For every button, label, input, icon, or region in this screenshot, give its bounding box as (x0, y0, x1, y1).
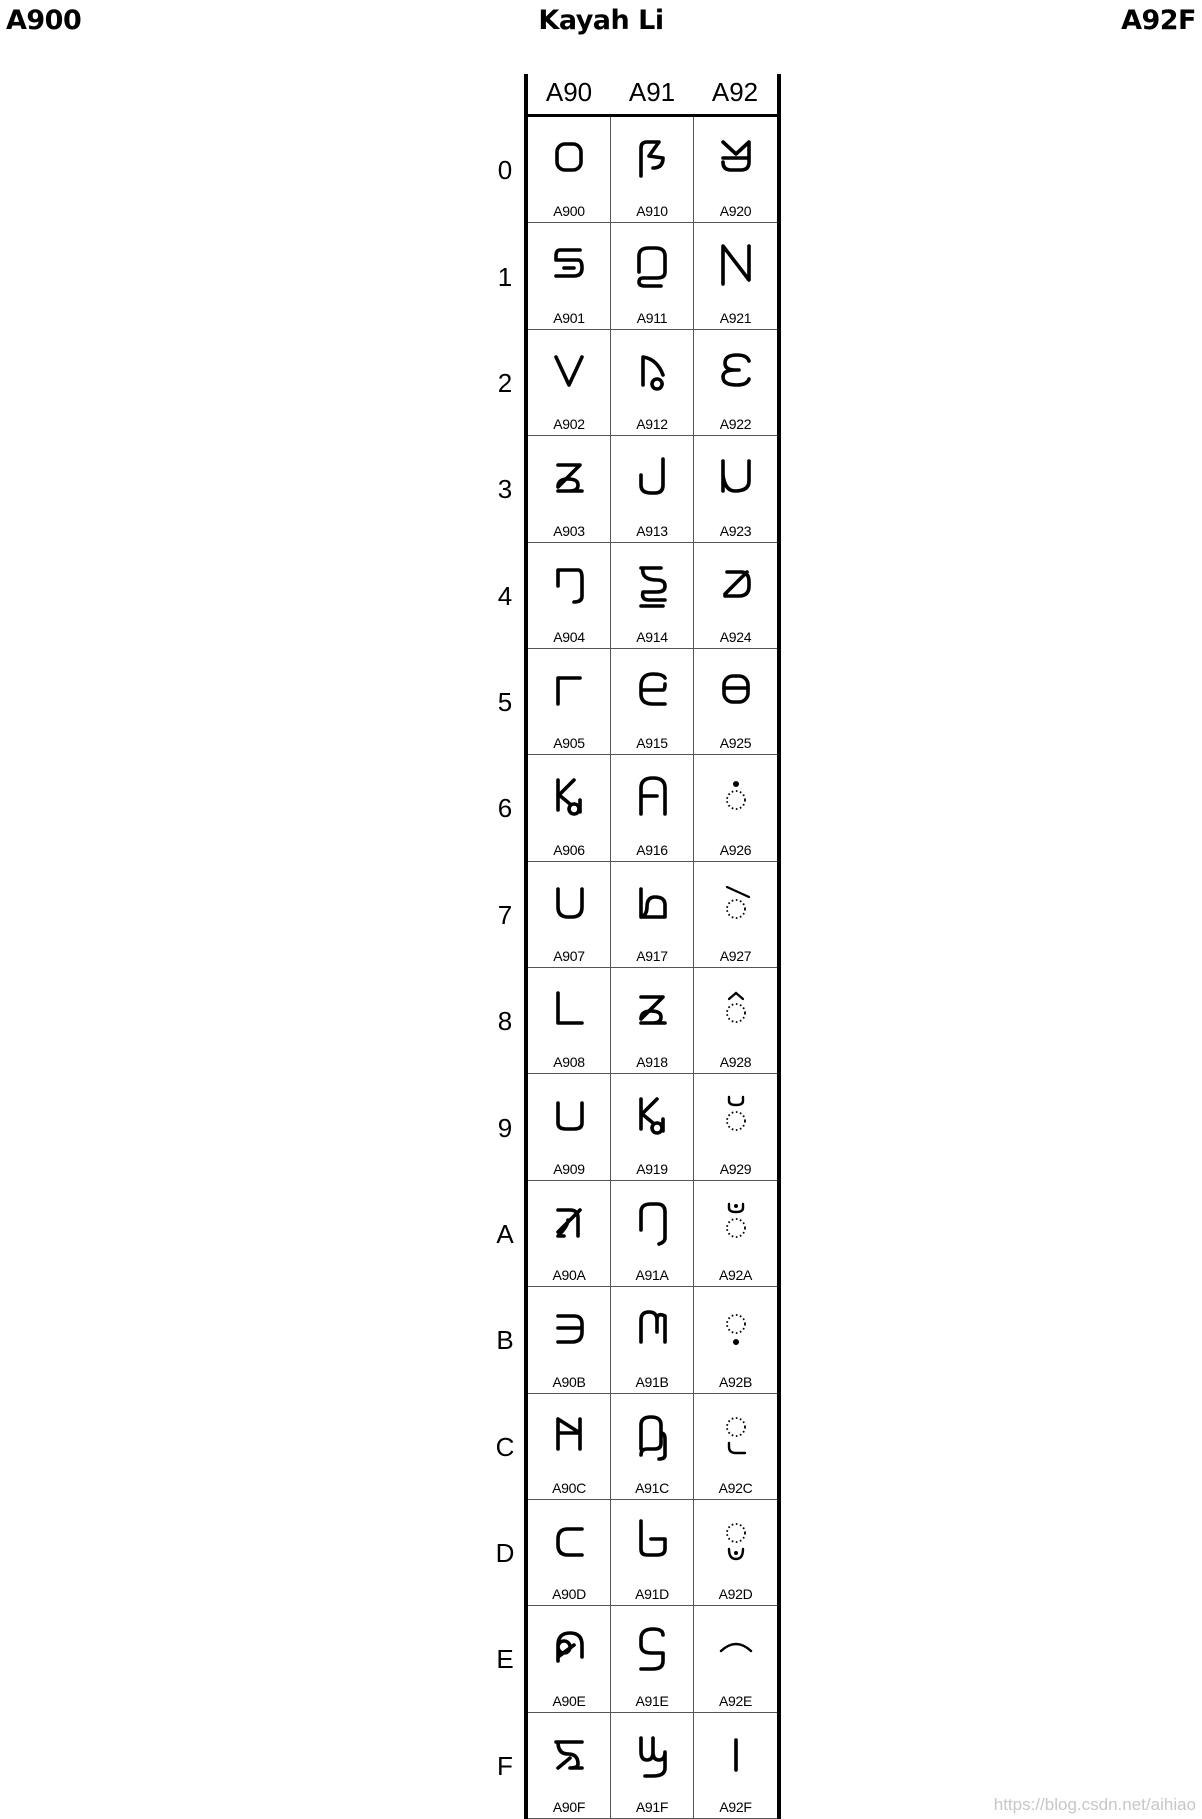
code-cell-a90b (528, 1287, 611, 1393)
code-cell-a902 (528, 330, 611, 436)
kayah-li-letter-ha-icon (611, 1725, 693, 1785)
row-header-1: 1 (497, 261, 513, 292)
kayah-li-letter-nya-icon (611, 235, 693, 295)
kayah-li-letter-pha-icon (611, 767, 693, 827)
row-header-d: D (495, 1538, 515, 1569)
code-cell-a910 (611, 117, 694, 223)
code-cell-a90c (528, 1394, 611, 1500)
code-point-label: A923 (719, 522, 752, 539)
column-header-a91: A91 (628, 77, 676, 107)
range-start-label: A900 (6, 5, 82, 36)
row-header-b: B (496, 1325, 514, 1356)
row-header-8: 8 (497, 1006, 513, 1037)
code-point-label: A918 (636, 1054, 668, 1071)
range-end-label: A92F (1121, 5, 1196, 36)
code-point-label: A914 (636, 628, 668, 645)
kayah-li-letter-kha-icon (528, 1193, 610, 1253)
code-cell-a925 (694, 649, 777, 755)
code-point-label: A921 (719, 309, 752, 326)
code-point-label: A91C (635, 1479, 669, 1496)
code-cell-a91b (611, 1287, 694, 1393)
kayah-li-letter-pa-icon (611, 661, 693, 721)
code-cell-a921 (694, 223, 777, 329)
code-cell-a901 (528, 223, 611, 329)
kayah-li-letter-na-icon (611, 555, 693, 615)
kayah-li-tone-plophu-icon (694, 1299, 777, 1359)
code-cell-a91f (611, 1713, 694, 1819)
code-point-label: A90C (552, 1479, 586, 1496)
code-point-label: A90F (552, 1799, 586, 1815)
code-cell-a911 (611, 223, 694, 329)
kayah-li-sign-cwi-icon (694, 1618, 777, 1678)
code-cell-a92e (694, 1606, 777, 1712)
code-cell-a914 (611, 543, 694, 649)
row-header-f: F (497, 1750, 513, 1781)
code-point-label: A92D (718, 1586, 753, 1603)
kayah-li-letter-wa-icon (611, 1512, 693, 1572)
code-cell-a913 (611, 436, 694, 542)
watermark: https://blog.csdn.net/aihiao (993, 1795, 1196, 1814)
kayah-li-vowel-ue-dot-icon (694, 767, 777, 827)
code-point-label: A91B (635, 1373, 669, 1390)
code-point-label: A91A (635, 1267, 669, 1284)
code-cell-a927 (694, 862, 777, 968)
code-chart-grid (528, 117, 777, 1819)
kayah-li-vowel-ee-icon (694, 661, 777, 721)
code-cell-a917 (611, 862, 694, 968)
code-point-label: A924 (719, 628, 752, 645)
code-point-label: A90B (552, 1373, 586, 1390)
code-point-label: A929 (719, 1160, 752, 1177)
code-point-label: A900 (553, 203, 585, 220)
kayah-li-vowel-u-icon (694, 555, 777, 615)
code-cell-a922 (694, 330, 777, 436)
code-cell-a918 (611, 968, 694, 1074)
code-point-label: A91D (635, 1586, 669, 1603)
code-cell-a924 (694, 543, 777, 649)
code-point-label: A927 (719, 948, 752, 964)
code-point-label: A917 (636, 948, 668, 964)
row-header-3: 3 (497, 474, 513, 505)
code-cell-a915 (611, 649, 694, 755)
code-point-label: A909 (553, 1160, 585, 1177)
code-cell-a929 (694, 1074, 777, 1180)
code-cell-a903 (528, 436, 611, 542)
code-cell-a90a (528, 1181, 611, 1287)
row-header-e: E (496, 1644, 514, 1675)
kayah-li-digit-six-icon (528, 767, 610, 827)
kayah-li-letter-ca-icon (694, 129, 777, 189)
code-point-label: A902 (553, 416, 585, 433)
kayah-li-letter-ka-icon (528, 129, 610, 189)
kayah-li-digit-seven-icon (528, 874, 610, 934)
code-point-label: A925 (719, 735, 752, 752)
kayah-li-vowel-e-stroke-icon (694, 874, 777, 934)
kayah-li-letter-nga-icon (528, 1406, 610, 1466)
code-cell-a919 (611, 1074, 694, 1180)
code-point-label: A90A (552, 1267, 586, 1284)
code-cell-a906 (528, 755, 611, 861)
kayah-li-sign-shya-icon (694, 1725, 777, 1785)
code-point-label: A90D (552, 1586, 586, 1603)
row-header-2: 2 (497, 367, 513, 398)
code-point-label: A92C (718, 1479, 753, 1496)
row-header-0: 0 (497, 155, 513, 186)
kayah-li-vowel-ue-icon (694, 342, 777, 402)
kayah-li-digit-two-icon (528, 342, 610, 402)
code-point-label: A92F (719, 1799, 752, 1815)
code-cell-a92b (694, 1287, 777, 1393)
kayah-li-letter-ma-icon (611, 874, 693, 934)
kayah-li-digit-five-icon (528, 661, 610, 721)
code-point-label: A919 (636, 1160, 668, 1177)
kayah-li-digit-eight-icon (528, 980, 610, 1040)
kayah-li-digit-three-icon (528, 448, 610, 508)
kayah-li-letter-da-icon (611, 980, 693, 1040)
code-point-label: A928 (719, 1054, 752, 1071)
code-cell-a905 (528, 649, 611, 755)
row-header-7: 7 (497, 899, 513, 930)
row-header-5: 5 (497, 687, 513, 718)
code-cell-a916 (611, 755, 694, 861)
code-cell-a920 (694, 117, 777, 223)
kayah-li-vowel-ee-cup-icon (694, 1086, 777, 1146)
code-point-label: A926 (719, 841, 752, 858)
code-point-label: A91F (635, 1799, 669, 1815)
code-cell-a91c (611, 1394, 694, 1500)
code-cell-a91d (611, 1500, 694, 1606)
chart-frame-right (777, 74, 781, 1819)
kayah-li-digit-one-icon (528, 235, 610, 295)
kayah-li-letter-sa-icon (528, 1512, 610, 1572)
code-point-label: A904 (553, 628, 585, 645)
code-cell-a92a (694, 1181, 777, 1287)
code-cell-a928 (694, 968, 777, 1074)
row-header-9: 9 (497, 1112, 513, 1143)
code-cell-a907 (528, 862, 611, 968)
kayah-li-letter-sha-icon (528, 1618, 610, 1678)
code-point-label: A906 (553, 841, 585, 858)
row-header-c: C (495, 1431, 515, 1462)
code-cell-a91a (611, 1181, 694, 1287)
code-point-label: A912 (636, 416, 668, 433)
kayah-li-tone-calya-plophu-icon (694, 1512, 777, 1572)
kayah-li-vowel-o-icon (694, 1193, 777, 1253)
kayah-li-letter-za-icon (528, 1725, 610, 1785)
row-header-a: A (496, 1218, 514, 1249)
row-header-6: 6 (497, 793, 513, 824)
code-cell-a90f (528, 1713, 611, 1819)
code-cell-a904 (528, 543, 611, 649)
kayah-li-letter-ga-icon (528, 1299, 610, 1359)
kayah-li-tone-calya-icon (694, 1406, 777, 1466)
code-point-label: A915 (636, 735, 668, 752)
code-cell-a900 (528, 117, 611, 223)
kayah-li-letter-ta-icon (611, 342, 693, 402)
kayah-li-letter-hta-icon (611, 448, 693, 508)
code-point-label: A920 (719, 203, 752, 220)
kayah-li-vowel-u-hat-icon (694, 980, 777, 1040)
code-point-label: A903 (553, 522, 585, 539)
code-point-label: A92A (718, 1267, 753, 1284)
code-point-label: A92E (718, 1692, 753, 1709)
code-cell-a926 (694, 755, 777, 861)
code-cell-a90e (528, 1606, 611, 1712)
column-header-a90: A90 (545, 77, 593, 107)
kayah-li-letter-ja-icon (611, 129, 693, 189)
code-cell-a909 (528, 1074, 611, 1180)
kayah-li-letter-tha-icon (611, 1618, 693, 1678)
code-cell-a923 (694, 436, 777, 542)
row-header-4: 4 (497, 580, 513, 611)
code-point-label: A901 (553, 309, 585, 326)
code-point-label: A91E (635, 1692, 669, 1709)
kayah-li-letter-ya-icon (611, 1299, 693, 1359)
code-cell-a908 (528, 968, 611, 1074)
code-point-label: A90E (552, 1692, 586, 1709)
code-point-label: A908 (553, 1054, 585, 1071)
code-cell-a90d (528, 1500, 611, 1606)
kayah-li-letter-ba-icon (611, 1086, 693, 1146)
code-cell-a92c (694, 1394, 777, 1500)
code-cell-a912 (611, 330, 694, 436)
column-header-a92: A92 (711, 77, 759, 107)
code-point-label: A916 (636, 841, 668, 858)
code-point-label: A907 (553, 948, 585, 964)
kayah-li-letter-ra-icon (611, 1193, 693, 1253)
code-point-label: A922 (719, 416, 752, 433)
kayah-li-digit-four-icon (528, 555, 610, 615)
code-point-label: A911 (636, 309, 668, 326)
code-point-label: A92B (718, 1373, 753, 1390)
kayah-li-letter-a-icon (694, 235, 777, 295)
code-point-label: A910 (636, 203, 668, 220)
code-point-label: A905 (553, 735, 585, 752)
block-title: Kayah Li (538, 5, 664, 36)
code-cell-a91e (611, 1606, 694, 1712)
kayah-li-vowel-e-icon (694, 448, 777, 508)
kayah-li-digit-nine-icon (528, 1086, 610, 1146)
code-cell-a92f (694, 1713, 777, 1819)
code-point-label: A913 (636, 522, 668, 539)
kayah-li-letter-la-icon (611, 1406, 693, 1466)
code-cell-a92d (694, 1500, 777, 1606)
